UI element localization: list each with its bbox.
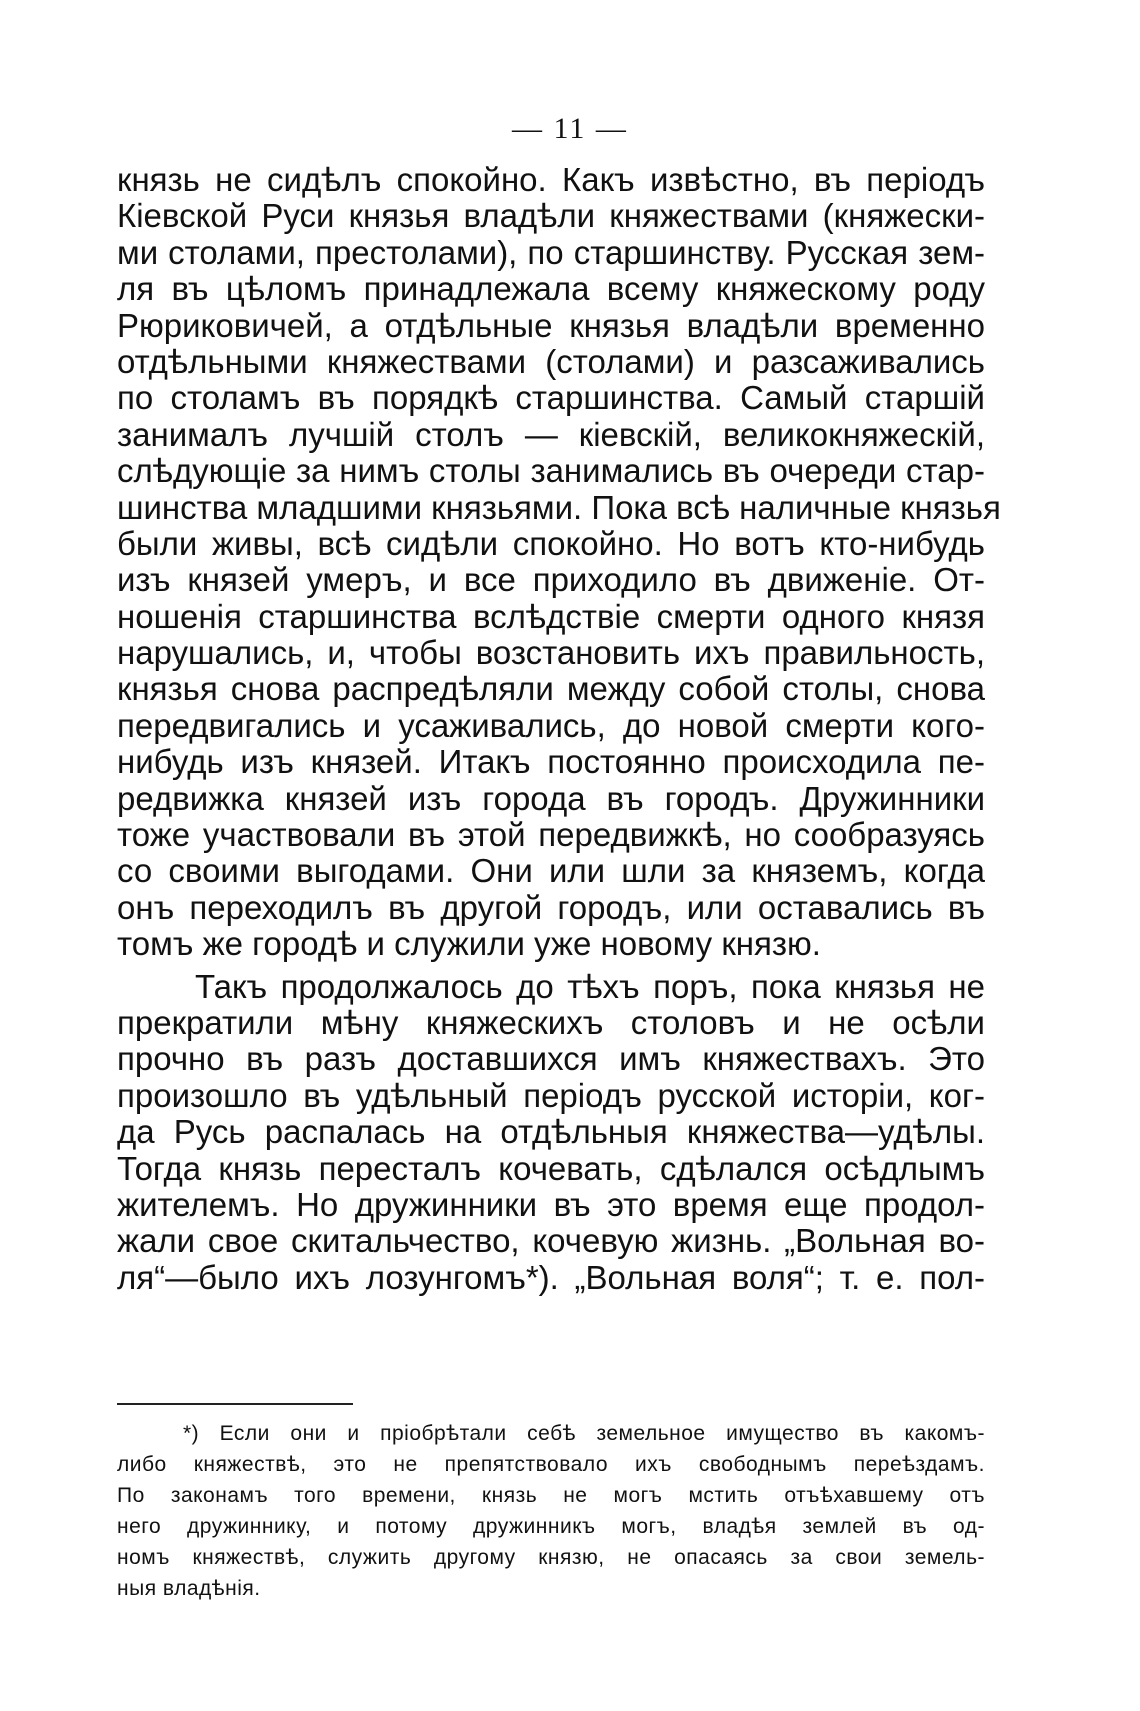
text-line: томъ же городѣ и служили уже новому князю. (117, 925, 821, 963)
text-line: Рюриковичей, а отдѣльные князья владѣли временно (117, 306, 985, 344)
text-line: редвижка князей изъ города въ городъ. Дружинники (117, 779, 985, 817)
text-line: прочно въ разъ доставшихся имъ княжествахъ. Это (117, 1040, 985, 1078)
text-line: были живы, всѣ сидѣли спокойно. Но вотъ кто-нибудь (117, 524, 985, 562)
text-line: ми столами, престолами), по старшинству. Русская зем- (117, 233, 985, 271)
text-line: прекратили мѣну княжескихъ столовъ и не осѣли (117, 1003, 985, 1041)
footnote-divider (117, 1403, 353, 1405)
text-line: шинства младшими князьями. Пока всѣ наличные князья (117, 488, 1001, 526)
footnote (117, 1418, 985, 1604)
footnote-line: либо княжествѣ, это не препятствовало ихъ свободнымъ переѣздамъ. (117, 1453, 985, 1476)
text-line: тоже участвовали въ этой передвижкѣ, но сообразуясь (117, 816, 985, 854)
footnote-line: номъ княжествѣ, служить другому князю, не опасаясь за свои земель- (117, 1546, 985, 1569)
text-line: ношенія старшинства вслѣдствіе смерти одного князя (117, 597, 985, 635)
text-line: по столамъ въ порядкѣ старшинства. Самый старшій (117, 379, 985, 417)
text-line: Кіевской Руси князья владѣли княжествами (княжески- (117, 197, 985, 235)
text-line: нибудь изъ князей. Итакъ постоянно происходила пе- (117, 743, 985, 781)
text-line: жали свое скитальчество, кочевую жизнь. „Вольная во- (117, 1222, 985, 1260)
text-line: онъ переходилъ въ другой городъ, или оставались въ (117, 888, 985, 926)
footnote-line: него дружиннику, и потому дружинникъ могъ, владѣя землей въ од- (117, 1515, 985, 1538)
text-line: Тогда князь пересталъ кочевать, сдѣлался осѣдлымъ (117, 1149, 985, 1187)
text-line: ля“—было ихъ лозунгомъ*). „Вольная воля“; т. е. пол- (117, 1258, 985, 1296)
main-text (117, 161, 1001, 1296)
text-line: произошло въ удѣльный періодъ русской исторіи, ког- (117, 1076, 985, 1114)
text-line: князья снова распредѣляли между собой столы, снова (117, 670, 985, 708)
text-line: слѣдующіе за нимъ столы занимались въ очереди стар- (117, 452, 985, 490)
text-line: князь не сидѣлъ спокойно. Какъ извѣстно, въ періодъ (117, 161, 985, 198)
text-line: изъ князей умеръ, и все приходило въ движеніе. От- (117, 561, 985, 599)
text-line: ля въ цѣломъ принадлежала всему княжескому роду (117, 270, 985, 308)
page-number: — 11 — (512, 112, 628, 145)
text-line: Такъ продолжалось до тѣхъ поръ, пока князья не (195, 967, 985, 1005)
text-line: со своими выгодами. Они или шли за княземъ, когда (117, 852, 985, 890)
text-line: да Русь распалась на отдѣльныя княжества—удѣлы. (117, 1113, 985, 1151)
text-line: жителемъ. Но дружинники въ это время еще продол- (117, 1185, 985, 1223)
footnote-line: *) Если они и пріобрѣтали себѣ земельное имущество въ какомъ- (183, 1422, 985, 1445)
footnote-line: ныя владѣнія. (117, 1577, 261, 1600)
text-line: занималъ лучшій столъ — кіевскій, великокняжескій, (117, 415, 985, 453)
text-line: отдѣльными княжествами (столами) и разсаживались (117, 342, 985, 380)
text-line: передвигались и усаживались, до новой смерти кого- (117, 706, 985, 744)
text-line: нарушались, и, чтобы возстановить ихъ правильность, (117, 634, 985, 672)
footnote-line: По законамъ того времени, князь не могъ мстить отъѣхавшему отъ (117, 1484, 985, 1507)
